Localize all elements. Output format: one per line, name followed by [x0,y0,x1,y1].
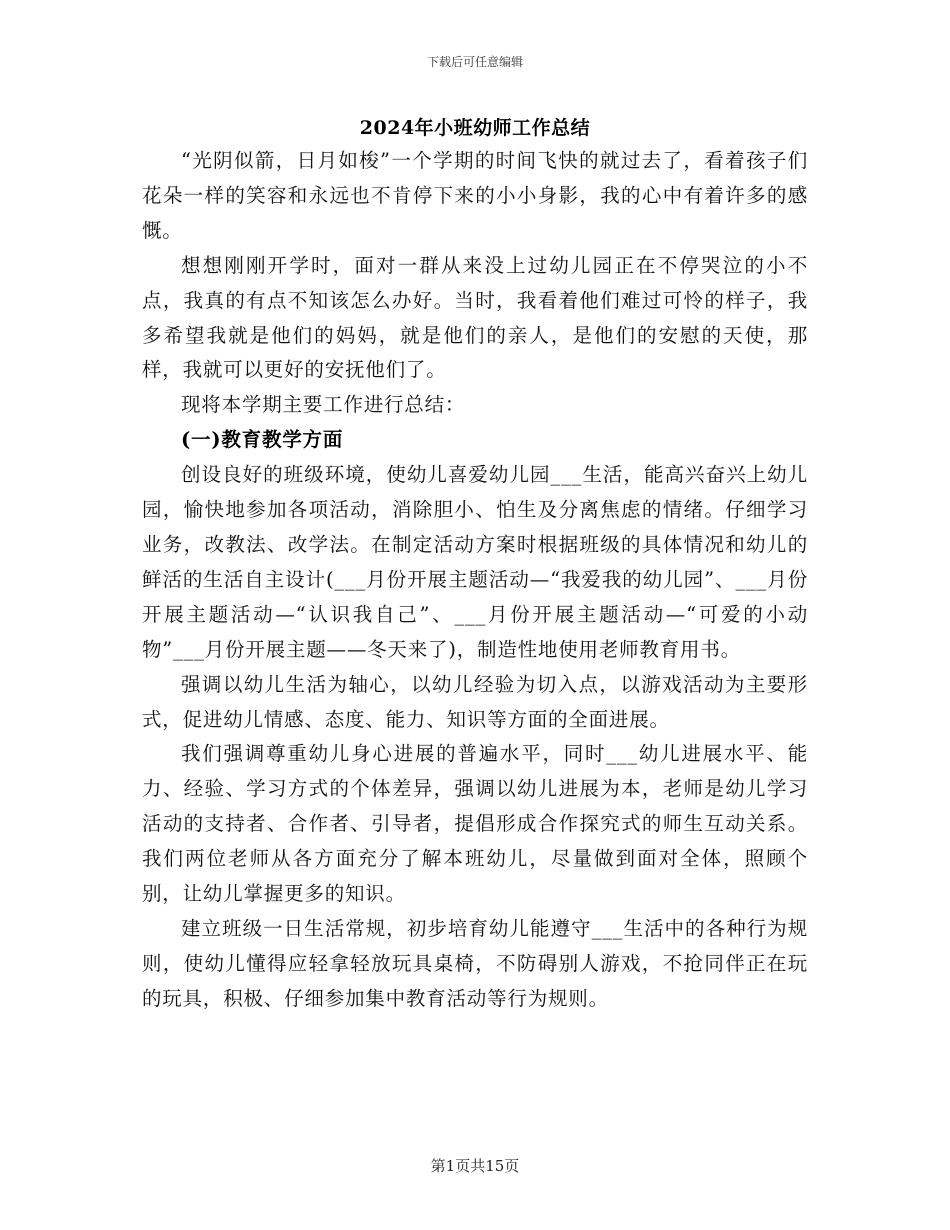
paragraph-recollection: 想想刚刚开学时，面对一群从来没上过幼儿园正在不停哭泣的小不点，我真的有点不知该怎么办好。当时，我看着他们难过可怜的样子，我多希望我就是他们的妈妈，就是他们的亲人，是他们的安慰的天使，那样，我就可以更好的安抚他们了。 [142,253,808,382]
paragraph-daily-routine: 建立班级一日生活常规，初步培育幼儿能遵守___生活中的各种行为规则，使幼儿懂得应轻拿轻放玩具桌椅，不防碍别人游戏，不抢同伴正在玩的玩具，积极、仔细参加集中教育活动等行为规则。 [142,916,808,1010]
paragraph-life-axis: 强调以幼儿生活为轴心，以幼儿经验为切入点，以游戏活动为主要形式，促进幼儿情感、态度、能力、知识等方面的全面进展。 [142,672,808,731]
paragraph-summary-lead: 现将本学期主要工作进行总结： [181,393,466,417]
document-title: 2024年小班幼师工作总结 [359,117,591,139]
header-note: 下载后可任意编辑 [426,55,523,69]
paragraph-class-environment: 创设良好的班级环境，使幼儿喜爱幼儿园___生活，能高兴奋兴上幼儿园，愉快地参加各项活动，消除胆小、怕生及分离焦虑的情绪。仔细学习业务，改教法、改学法。在制定活动方案时根据班级的具体情况和幼儿的鲜活的生活自主设计(___月份开展主题活动—“我爱我的幼儿园”、___月份开展主题活动—“认识我自己”、___月份开展主题活动—“可爱的小动物”___月份开展主题——冬天来了)，制造性地使用老师教育用书。 [142,463,808,661]
paragraph-intro: “光阴似箭，日月如梭”一个学期的时间飞快的就过去了，看着孩子们花朵一样的笑容和永远也不肯停下来的小小身影，我的心中有着许多的感慨。 [142,149,808,242]
document-body [142,112,808,1017]
section-heading-teaching: (一)教育教学方面 [181,428,344,452]
paragraph-individual-differences: 我们强调尊重幼儿身心进展的普遍水平，同时___幼儿进展水平、能力、经验、学习方式的个体差异，强调以幼儿进展为本，老师是幼儿学习活动的支持者、合作者、引导者，提倡形成合作探究式的师生互动关系。我们两位老师从各方面充分了解本班幼儿，尽量做到面对全体，照顾个别，让幼儿掌握更多的知识。 [142,742,808,906]
page-number: 第1页共15页 [430,1157,520,1175]
